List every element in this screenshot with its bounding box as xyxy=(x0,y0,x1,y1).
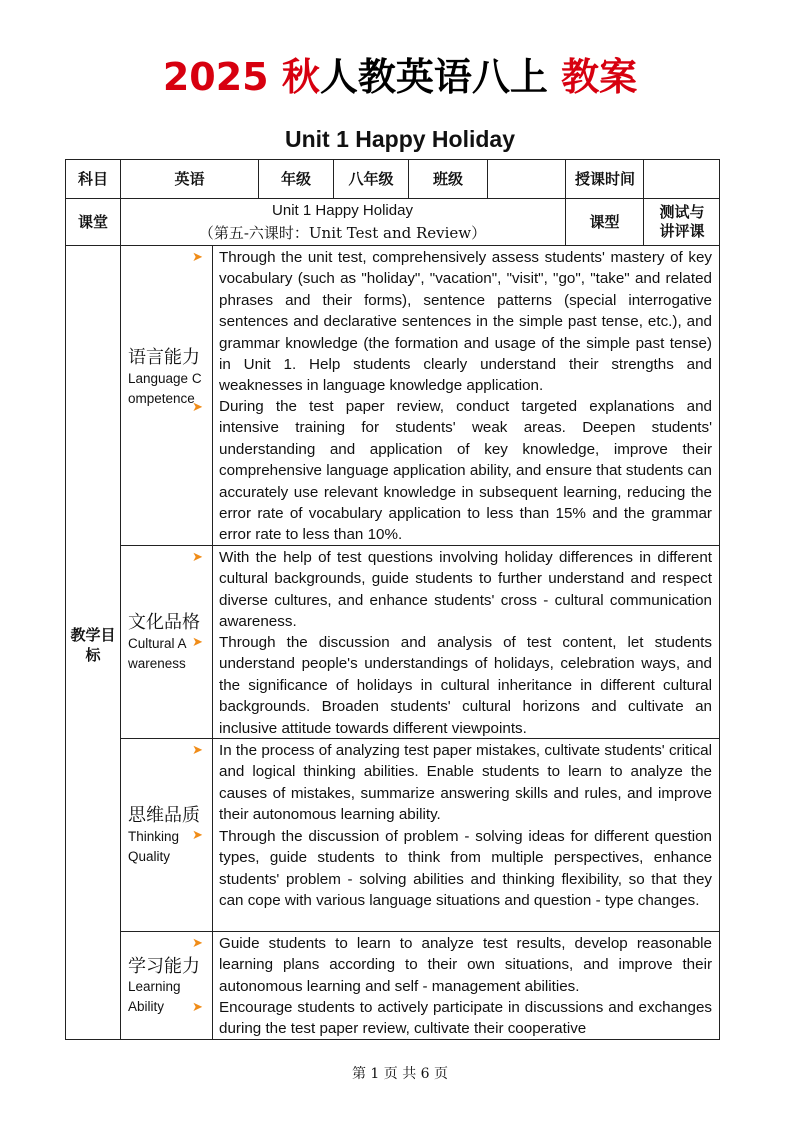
objective-paragraph: Through the discussion and analysis of test content, let students understand people's understandings of holidays, celebration ways, and the significance of holidays in cultural inheritance in different cultural backgrounds. Broaden students' cultural horizons and cultivate an inclusive attitude towards different viewpoints. xyxy=(219,634,712,737)
table-rule xyxy=(120,931,720,932)
arrow-bullet-icon: ➤ xyxy=(192,828,203,843)
category-zh: 语言能力 xyxy=(128,347,200,368)
course-label: 课堂 xyxy=(77,212,108,231)
objective-paragraph: Through the unit test, comprehensively assess students' mastery of key vocabulary (such as "holiday", "vacation", "visit", "go", "take" and related phrases and their forms), sentence patterns (special interrogative sentences and declarative sentences in the simple past tense, etc.), and grammar knowledge (the formation and usage of the simple past tense) in Unit 1. Help students clearly understand their strengths and weaknesses in language knowledge application. xyxy=(219,249,712,395)
objective-paragraph: In the process of analyzing test paper mistakes, cultivate students' critical and logical thinking abilities. Enable students to learn to analyze the causes of mistakes, summarize answering skills and rules, and improve their autonomous learning ability. xyxy=(219,742,712,824)
objective-paragraph: During the test paper review, conduct targeted explanations and intensive training for students' weak areas. Deepen students' understanding and application of key knowledge, improve their comprehensive language application ability, and ensure that students can accurately use relevant knowledge in subsequent learning, reducing the error rate of vocabulary application to less than 15% and the grammar error rate to less than 10%. xyxy=(219,398,712,544)
grade-label: 年级 xyxy=(280,169,311,188)
banner-title xyxy=(0,52,800,102)
banner-season: 秋 xyxy=(281,55,320,99)
subject-label: 科目 xyxy=(77,169,108,188)
arrow-bullet-icon: ➤ xyxy=(192,936,203,951)
banner-suffix: 教案 xyxy=(561,55,638,99)
category-zh: 学习能力 xyxy=(128,956,200,977)
page-footer: 第 1 页 共 6 页 xyxy=(351,1066,449,1082)
time-value xyxy=(644,160,719,198)
table-rule xyxy=(65,159,66,1040)
arrow-bullet-icon: ➤ xyxy=(192,1000,203,1015)
table-rule xyxy=(212,245,213,1040)
category-zh: 思维品质 xyxy=(128,805,200,826)
time-label: 授课时间 xyxy=(574,169,635,188)
table-rule xyxy=(65,1039,720,1040)
objectives-label: 教学目标 xyxy=(70,626,116,664)
category-zh: 文化品格 xyxy=(128,612,200,633)
class-value xyxy=(488,160,565,198)
arrow-bullet-icon: ➤ xyxy=(192,743,203,758)
objective-paragraph: Guide students to learn to analyze test results, develop reasonable learning plans according to their own situations, and improve their autonomous learning and self - management abilities. xyxy=(219,935,712,995)
banner-middle: 人教英语八上 xyxy=(319,55,548,99)
arrow-bullet-icon: ➤ xyxy=(192,400,203,415)
category-en: Cultural Awareness xyxy=(128,636,187,671)
class-label: 班级 xyxy=(432,169,463,188)
course-subtitle: （第五-六课时：Unit Test and Review） xyxy=(198,224,487,242)
objective-paragraph: Through the discussion of problem - solving ideas for different question types, guide students to think from multiple perspectives, enhance students' problem - solving abilities and thinking flexibility, so that they can cope with various language situations and question - type changes. xyxy=(219,828,712,910)
arrow-bullet-icon: ➤ xyxy=(192,250,203,265)
subject-value: 英语 xyxy=(174,169,205,188)
table-rule xyxy=(120,159,121,1040)
document-title: Unit 1 Happy Holiday xyxy=(284,126,516,152)
course-type-label: 课型 xyxy=(589,212,620,231)
objective-paragraph: With the help of test questions involving holiday differences in different cultural backgrounds, guide students to further understand and respect diverse cultures, and enhance students' cross - cultural communication awareness. xyxy=(219,549,712,631)
category-en: Learning Ability xyxy=(128,979,181,1014)
course-title: Unit 1 Happy Holiday xyxy=(272,202,413,219)
table-rule xyxy=(719,159,720,1040)
category-en: Thinking Quality xyxy=(128,829,180,864)
table-rule xyxy=(65,245,720,246)
objective-paragraph: Encourage students to actively participate in discussions and exchanges during the test paper review, cultivate their cooperative xyxy=(219,999,712,1038)
category-en: Language Competence xyxy=(128,371,202,406)
arrow-bullet-icon: ➤ xyxy=(192,550,203,565)
arrow-bullet-icon: ➤ xyxy=(192,635,203,650)
banner-year: 2025 xyxy=(162,55,269,99)
grade-value: 八年级 xyxy=(348,169,394,188)
course-type-value: 测试与讲评课 xyxy=(659,203,705,240)
